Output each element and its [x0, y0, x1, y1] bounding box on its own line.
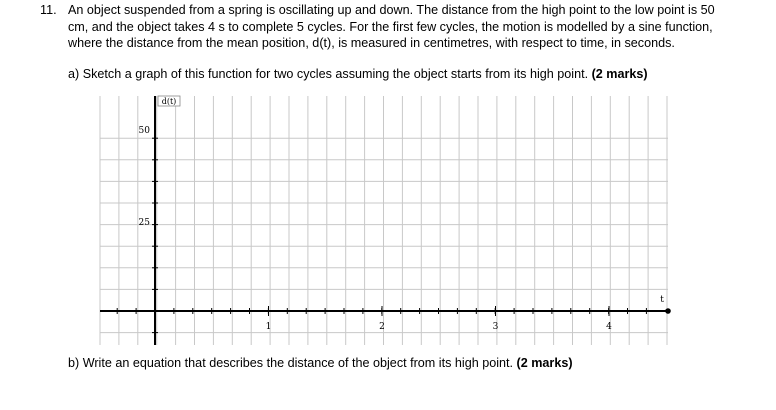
question-line: cm, and the object takes 4 s to complete 5 cycles. For the first few cycles, the motion is modelled by a sine function, — [68, 19, 713, 34]
grid-lines — [100, 96, 668, 345]
y-axis-label: d(t) — [161, 97, 177, 106]
part-b-label: b) — [68, 356, 80, 370]
x-tick-label: 4 — [606, 322, 612, 332]
x-axis-label: t — [660, 295, 664, 305]
axis-labels — [139, 96, 665, 332]
x-tick-label: 2 — [379, 322, 385, 332]
y-tick-label: 50 — [138, 126, 150, 136]
part-b-marks: (2 marks) — [516, 356, 573, 370]
axes — [100, 96, 671, 345]
part-b-prompt — [68, 356, 573, 370]
x-tick-label: 3 — [492, 322, 499, 332]
part-a-label: a) — [68, 67, 80, 81]
x-axis-arrow — [665, 308, 671, 314]
x-tick-label: 1 — [265, 322, 272, 332]
question-number: 11. — [40, 3, 57, 17]
y-tick-label: 25 — [138, 218, 150, 228]
question-line: where the distance from the mean position, d(t), is measured in centimetres, with respect to time, in seconds. — [68, 36, 675, 50]
question-line: An object suspended from a spring is oscillating up and down. The distance from the high point to the low point is 50 — [68, 3, 715, 17]
part-a-marks: (2 marks) — [591, 67, 648, 81]
part-b-text: Write an equation that describes the distance of the object from its high point. — [82, 356, 514, 370]
part-a-text: Sketch a graph of this function for two cycles assuming the object starts from its high point. — [82, 67, 589, 81]
